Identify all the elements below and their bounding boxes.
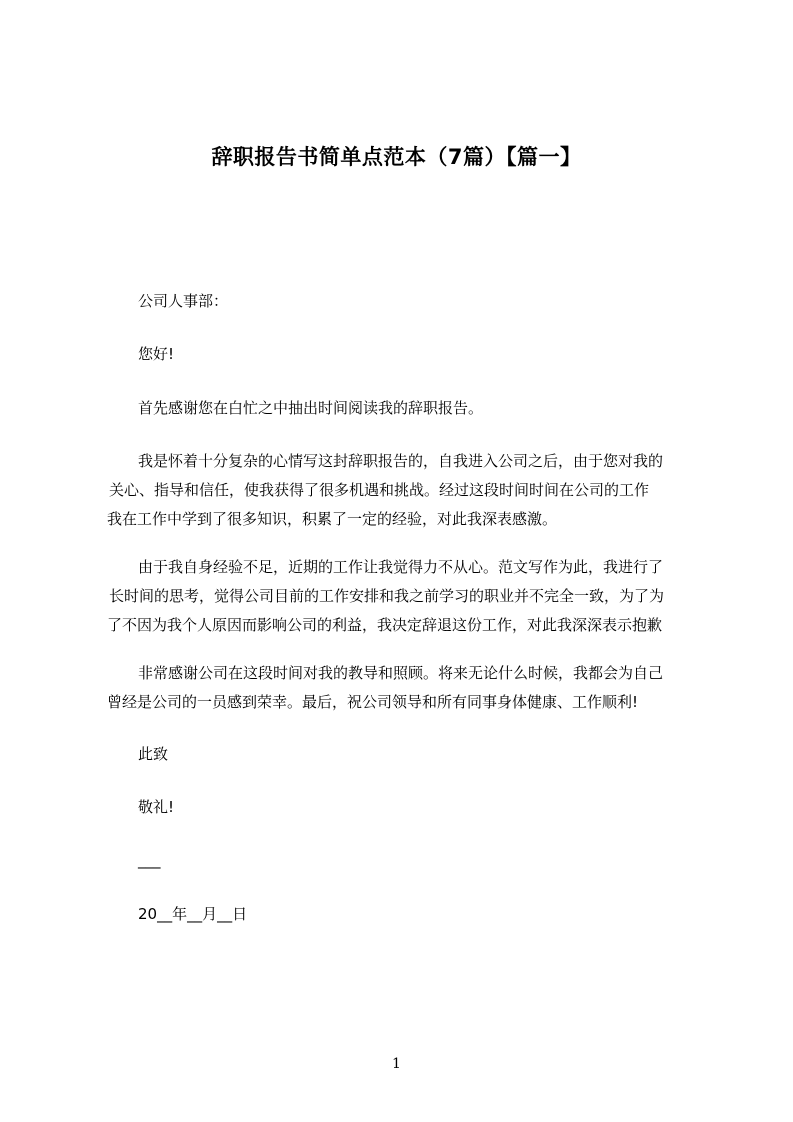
paragraph-line: 了不因为我个人原因而影响公司的利益，我决定辞退这份工作，对此我深深表示抱歉 [107, 616, 663, 634]
closing-text: 此致 [138, 745, 169, 763]
signature-blank: ___ [138, 851, 161, 869]
paragraph-line: 我是怀着十分复杂的心情写这封辞职报告的，自我进入公司之后，由于您对我的 [138, 452, 664, 470]
paragraph-line: 长时间的思考，觉得公司目前的工作安排和我之前学习的职业并不完全一致，为了为 [109, 587, 665, 605]
document-title: 辞职报告书简单点范本（7篇）【篇一】 [211, 145, 582, 169]
body-paragraph-3 [107, 659, 697, 717]
paragraph-line: 曾经是公司的一员感到荣幸。最后，祝公司领导和所有同事身体健康、工作顺利! [107, 693, 639, 711]
regards-text: 敬礼! [138, 798, 175, 816]
paragraph-line: 非常感谢公司在这段时间对我的教导和照顾。将来无论什么时候，我都会为自己 [138, 664, 664, 682]
body-paragraph-2 [107, 553, 697, 640]
salutation: 公司人事部： [138, 292, 229, 310]
date-line: 20__年__月__日 [138, 905, 248, 923]
paragraph-line: 我在工作中学到了很多知识，积累了一定的经验，对此我深表感激。 [107, 510, 558, 528]
body-paragraph-1 [107, 447, 697, 534]
paragraph-line: 由于我自身经验不足，近期的工作让我觉得力不从心。范文写作为此，我进行了 [138, 558, 664, 576]
page-number: 1 [392, 1056, 401, 1072]
greeting: 您好! [138, 345, 175, 363]
paragraph-line: 关心、指导和信任，使我获得了很多机遇和挑战。经过这段时间时间在公司的工作 [109, 481, 650, 499]
intro-paragraph: 首先感谢您在白忙之中抽出时间阅读我的辞职报告。 [138, 399, 484, 417]
